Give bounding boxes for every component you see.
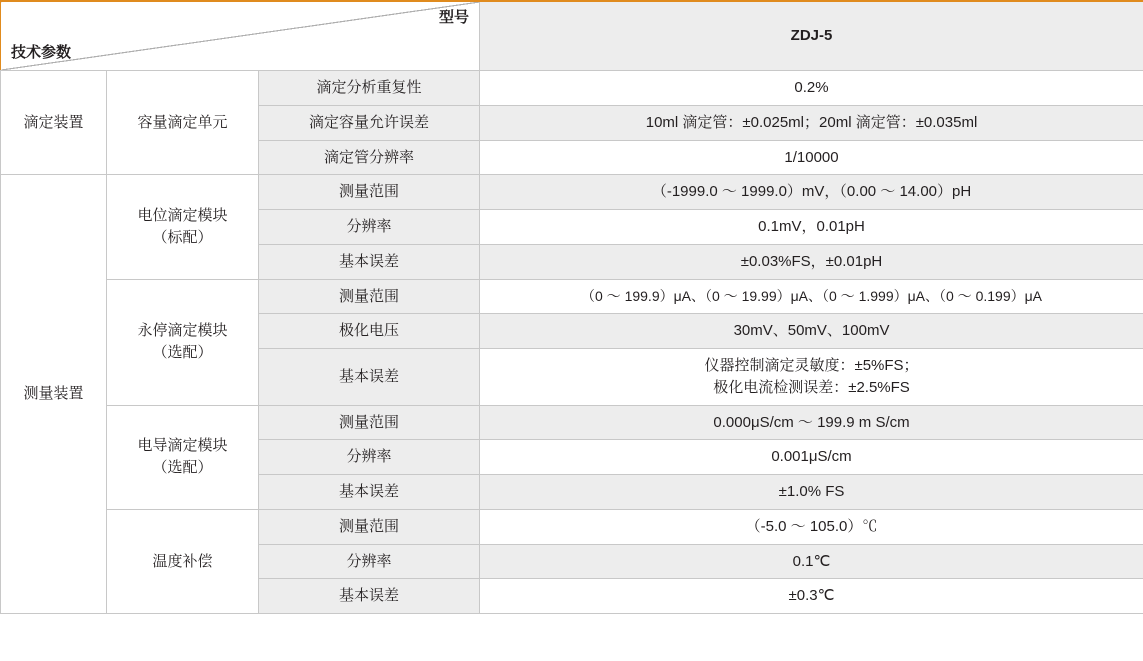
- header-diagonal-cell: [1, 1, 480, 71]
- row-value: ±0.03%FS，±0.01pH: [480, 244, 1143, 279]
- module-name-temperature-compensation: 温度补偿: [107, 509, 259, 613]
- module-name-line1: 永停滴定模块: [137, 322, 228, 340]
- module-name-line2: （标配）: [152, 228, 213, 246]
- row-value: （0 ～ 199.9）μA、（0 ～ 19.99）μA、（0 ～ 1.999）μA、（0 ～ 0.199）μA: [480, 279, 1143, 314]
- row-label: 基本误差: [259, 475, 480, 510]
- table-row: [1, 71, 1143, 106]
- row-value: ±0.3℃: [480, 579, 1143, 614]
- table-row: [1, 405, 1143, 440]
- row-value: 1/10000: [480, 140, 1143, 175]
- row-label: 滴定管分辨率: [259, 140, 480, 175]
- table-row: [1, 509, 1143, 544]
- row-value: （-1999.0 ～ 1999.0）mV，（0.00 ～ 14.00）pH: [480, 175, 1143, 210]
- row-label: 基本误差: [259, 579, 480, 614]
- row-label: 测量范围: [259, 405, 480, 440]
- row-value: （-5.0 ～ 105.0）℃: [480, 509, 1143, 544]
- row-label: 基本误差: [259, 244, 480, 279]
- row-value: 0.000μS/cm ～ 199.9 m S/cm: [480, 405, 1143, 440]
- module-name-potentiometric: [107, 175, 259, 279]
- module-name-line1: 电位滴定模块: [137, 207, 228, 225]
- row-value: 0.001μS/cm: [480, 440, 1143, 475]
- group-name-measuring-device: 测量装置: [1, 175, 107, 614]
- row-label: 基本误差: [259, 349, 480, 406]
- row-value: ±1.0% FS: [480, 475, 1143, 510]
- row-value-line2: 极化电流检测误差：±2.5%FS: [713, 378, 910, 396]
- row-label: 测量范围: [259, 279, 480, 314]
- group-name-titration-device: 滴定装置: [1, 71, 107, 175]
- row-value: [480, 349, 1143, 406]
- header-parameter-label: 技术参数: [11, 44, 72, 62]
- header-model-label: 型号: [439, 9, 470, 26]
- row-value: 0.1mV，0.01pH: [480, 210, 1143, 245]
- row-value: 10ml 滴定管：±0.025ml；20ml 滴定管：±0.035ml: [480, 105, 1143, 140]
- row-label: 滴定分析重复性: [259, 71, 480, 106]
- row-value: 0.2%: [480, 71, 1143, 106]
- table-header-row: [1, 1, 1143, 71]
- module-name-line2: （选配）: [152, 344, 213, 361]
- table-row: [1, 279, 1143, 314]
- row-label: 分辨率: [259, 544, 480, 579]
- module-name-line1: 电导滴定模块: [137, 437, 228, 455]
- row-value: 30mV、50mV、100mV: [480, 314, 1143, 349]
- row-label: 滴定容量允许误差: [259, 105, 480, 140]
- row-value-line1: 仪器控制滴定灵敏度：±5%FS；: [704, 357, 919, 374]
- table-row: [1, 175, 1143, 210]
- module-name-conductometric: [107, 405, 259, 509]
- row-label: 分辨率: [259, 210, 480, 245]
- row-label: 测量范围: [259, 509, 480, 544]
- row-label: 极化电压: [259, 314, 480, 349]
- module-name-volumetric-unit: 容量滴定单元: [107, 71, 259, 175]
- row-value: 0.1℃: [480, 544, 1143, 579]
- row-label: 分辨率: [259, 440, 480, 475]
- row-label: 测量范围: [259, 175, 480, 210]
- module-name-dead-stop: [107, 279, 259, 405]
- module-name-line2: （选配）: [152, 459, 213, 477]
- header-model-value: ZDJ-5: [480, 1, 1143, 71]
